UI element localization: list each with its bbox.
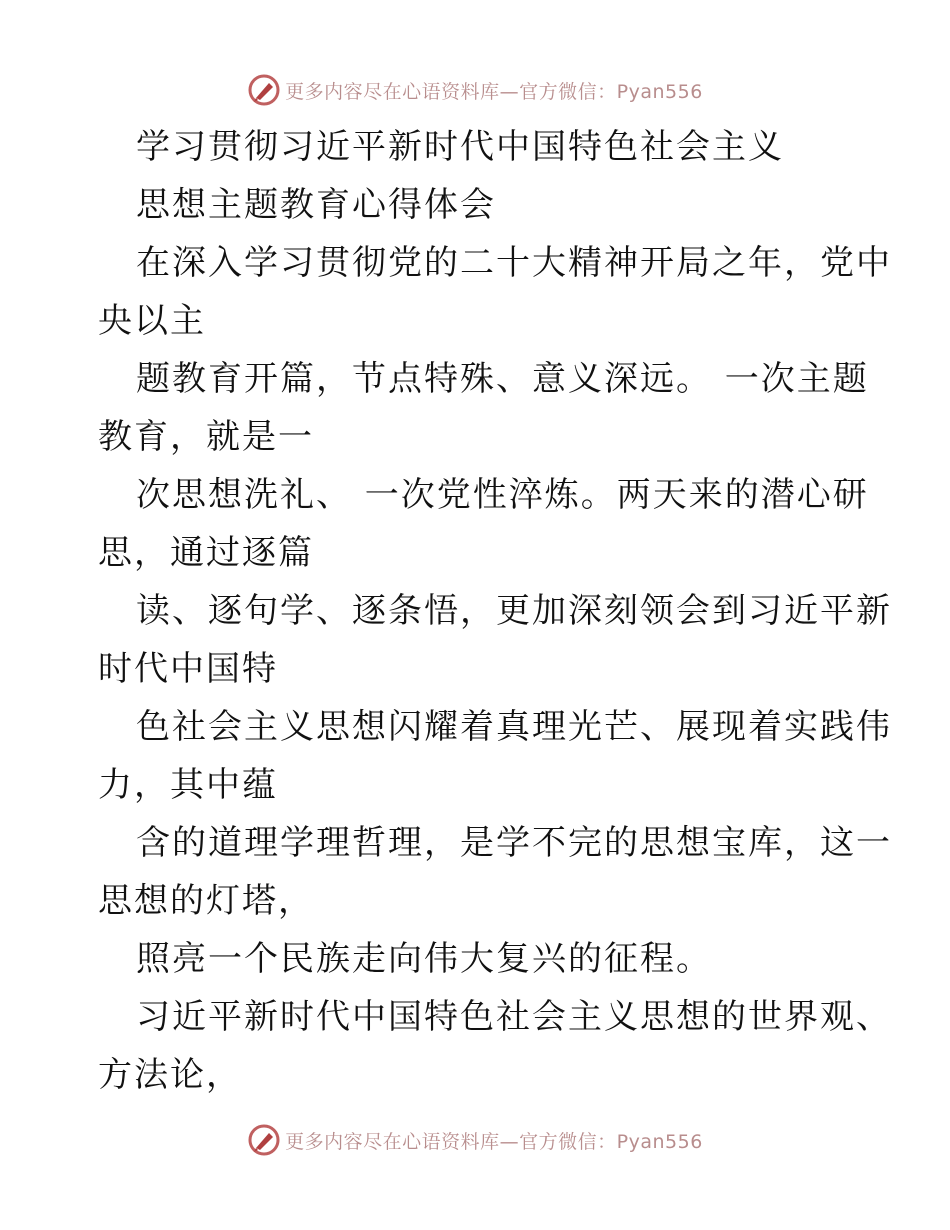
- header-banner-text: 更多内容尽在心语资料库—官方微信：Pyan556: [285, 80, 703, 103]
- text-line: 题教育开篇，节点特殊、意义深远。 一次主题: [136, 359, 869, 399]
- text-line: 次思想洗礼、 一次党性淬炼。两天来的潜心研: [136, 475, 869, 515]
- header-banner: [0, 70, 950, 110]
- pen-nib-logo-icon: [247, 73, 281, 107]
- text-line: 教育，就是一: [98, 417, 314, 457]
- text-line: 思想主题教育心得体会: [136, 185, 496, 225]
- text-line: 央以主: [98, 301, 206, 341]
- text-line: 思想的灯塔，: [98, 881, 314, 921]
- text-line: 时代中国特: [98, 649, 278, 689]
- document-body: [98, 118, 892, 1104]
- pen-nib-logo-icon: [247, 1123, 281, 1157]
- text-line: 方法论，: [98, 1055, 242, 1095]
- footer-banner: [0, 1120, 950, 1160]
- text-line: 在深入学习贯彻党的二十大精神开局之年，党中: [136, 243, 892, 283]
- text-line: 习近平新时代中国特色社会主义思想的世界观、: [136, 997, 892, 1037]
- text-line: 思，通过逐篇: [98, 533, 314, 573]
- text-line: 学习贯彻习近平新时代中国特色社会主义: [136, 127, 784, 167]
- text-line: 色社会主义思想闪耀着真理光芒、展现着实践伟: [136, 707, 892, 747]
- text-line: 照亮一个民族走向伟大复兴的征程。: [136, 939, 712, 979]
- footer-banner-text: 更多内容尽在心语资料库—官方微信：Pyan556: [285, 1130, 703, 1153]
- text-line: 读、逐句学、逐条悟，更加深刻领会到习近平新: [136, 591, 892, 631]
- text-line: 含的道理学理哲理，是学不完的思想宝库，这一: [136, 823, 892, 863]
- text-line: 力，其中蕴: [98, 765, 278, 805]
